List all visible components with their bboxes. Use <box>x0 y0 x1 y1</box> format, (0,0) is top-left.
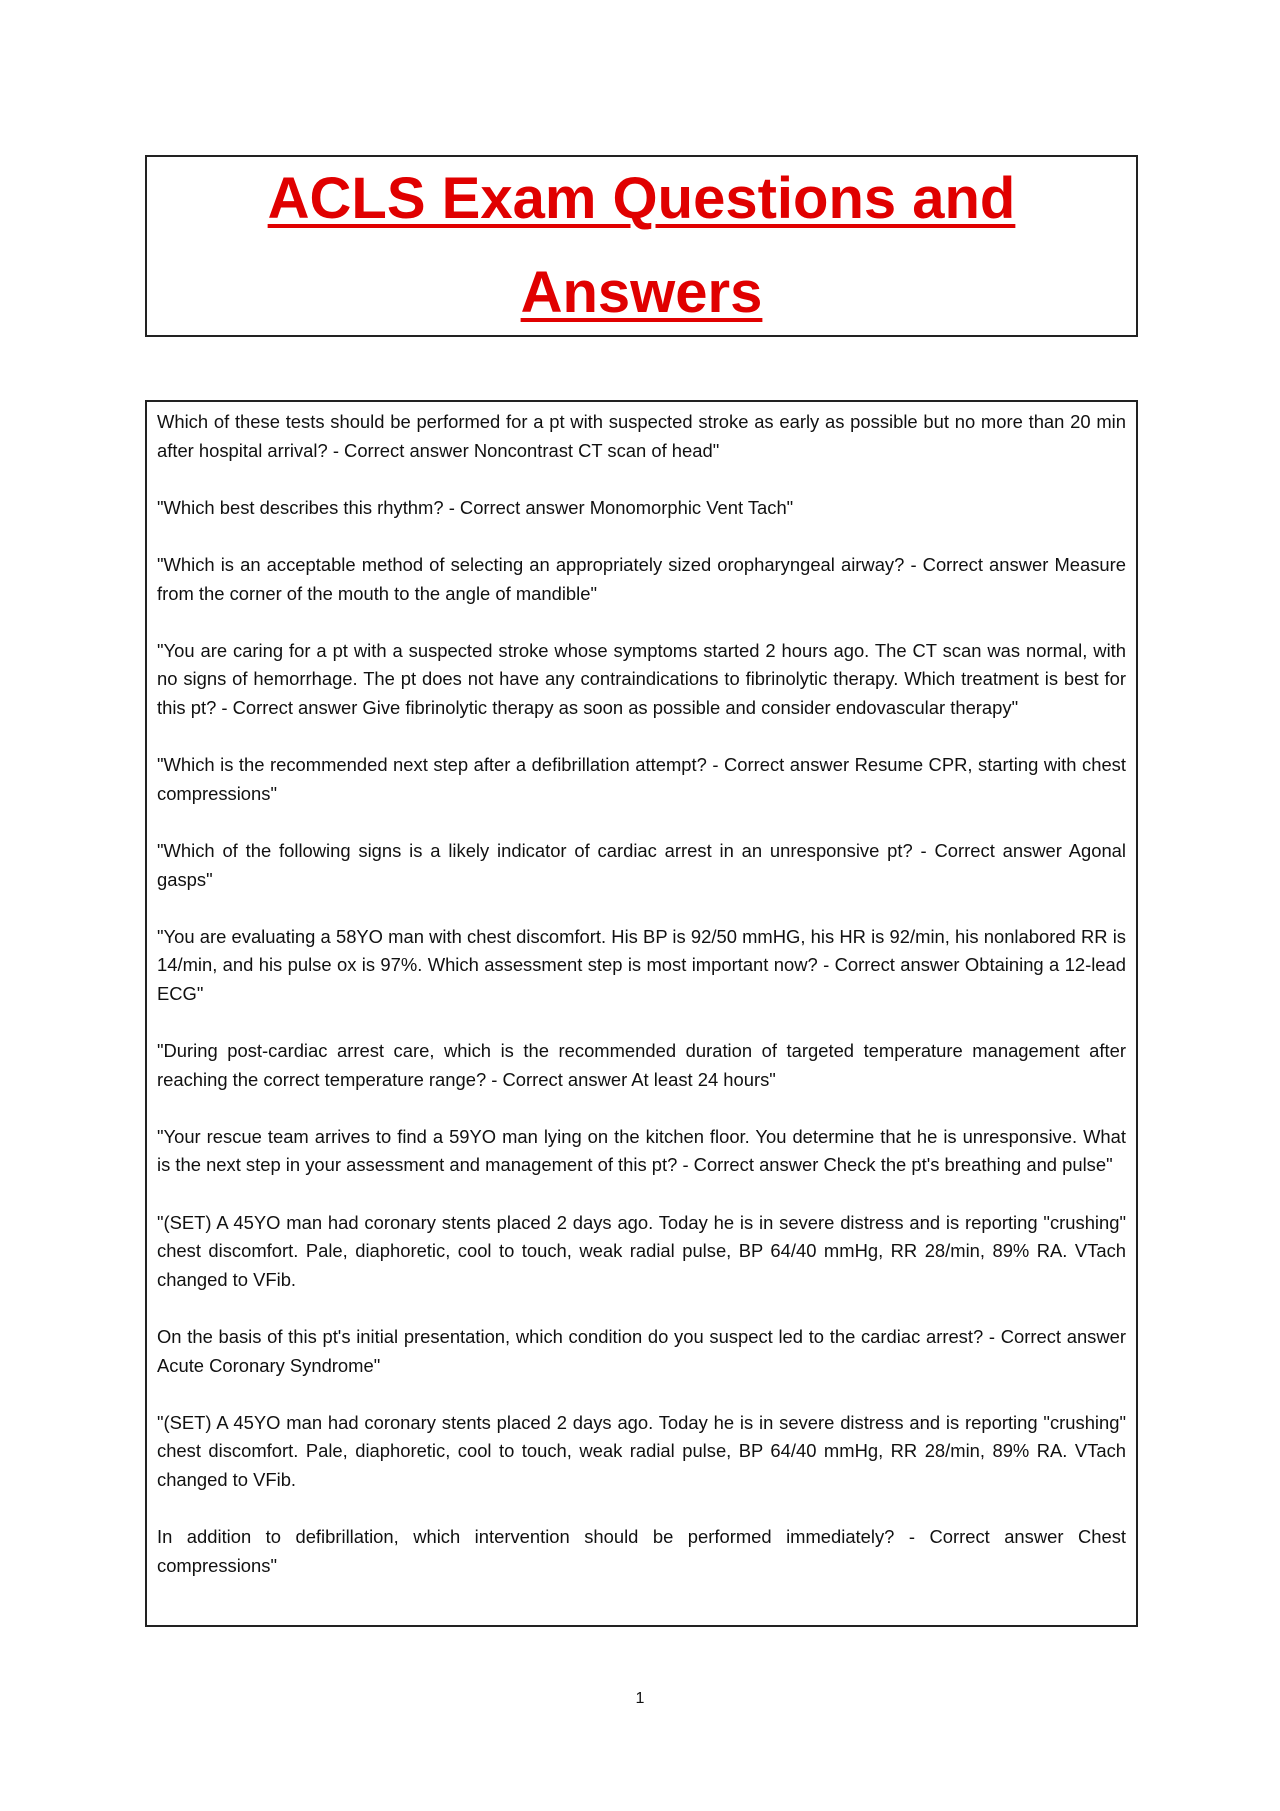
title-box <box>145 155 1138 337</box>
qa-item: "You are caring for a pt with a suspected stroke whose symptoms started 2 hours ago. The CT scan was normal, with no signs of hemorrhage. The pt does not have any contraindications to fibrinolytic therapy. Which treatment is best for this pt? - Correct answer Give fibrinolytic therapy as soon as possible and consider endovascular therapy" <box>157 639 1126 718</box>
qa-item: Which of these tests should be performed for a pt with suspected stroke as early as possible but no more than 20 min after hospital arrival? - Correct answer Noncontrast CT scan of head" <box>157 411 1126 461</box>
qa-item: "Your rescue team arrives to find a 59YO man lying on the kitchen floor. You determine that he is unresponsive. What is the next step in your assessment and management of this pt? - Correct answer Check the pt's breathing and pulse" <box>157 1125 1126 1176</box>
qa-item: "Which is the recommended next step after a defibrillation attempt? - Correct answer Resume CPR, starting with chest compressions" <box>157 754 1126 804</box>
page-title: ACLS Exam Questions and Answers <box>267 166 1016 325</box>
page-number: 1 <box>635 1690 645 1707</box>
qa-item: "(SET) A 45YO man had coronary stents placed 2 days ago. Today he is in severe distress and is reporting "crushing" chest discomfort. Pale, diaphoretic, cool to touch, weak radial pulse, BP 64/40 mmHg, RR 28/min, 89% RA. VTach changed to VFib. <box>157 1411 1126 1490</box>
qa-item: "(SET) A 45YO man had coronary stents placed 2 days ago. Today he is in severe distress and is reporting "crushing" chest discomfort. Pale, diaphoretic, cool to touch, weak radial pulse, BP 64/40 mmHg, RR 28/min, 89% RA. VTach changed to VFib. <box>157 1211 1126 1290</box>
qa-item: In addition to defibrillation, which intervention should be performed immediately? - Correct answer Chest compressions" <box>157 1526 1126 1576</box>
qa-item: On the basis of this pt's initial presentation, which condition do you suspect led to the cardiac arrest? - Correct answer Acute Coronary Syndrome" <box>157 1326 1126 1376</box>
qa-item: "During post-cardiac arrest care, which is the recommended duration of targeted temperature management after reaching the correct temperature range? - Correct answer At least 24 hours" <box>157 1040 1126 1090</box>
qa-item: "Which of the following signs is a likely indicator of cardiac arrest in an unresponsive pt? - Correct answer Agonal gasps" <box>157 839 1126 890</box>
qa-item: "Which is an acceptable method of selecting an appropriately sized oropharyngeal airway? - Correct answer Measure from the corner of the mouth to the angle of mandible" <box>157 553 1126 604</box>
qa-item: "Which best describes this rhythm? - Correct answer Monomorphic Vent Tach" <box>157 496 794 518</box>
qa-item: "You are evaluating a 58YO man with chest discomfort. His BP is 92/50 mmHG, his HR is 92/min, his nonlabored RR is 14/min, and his pulse ox is 97%. Which assessment step is most important now? - Correct answer Obtaining a 12-lead ECG" <box>157 925 1126 1004</box>
qa-box <box>145 400 1138 1627</box>
